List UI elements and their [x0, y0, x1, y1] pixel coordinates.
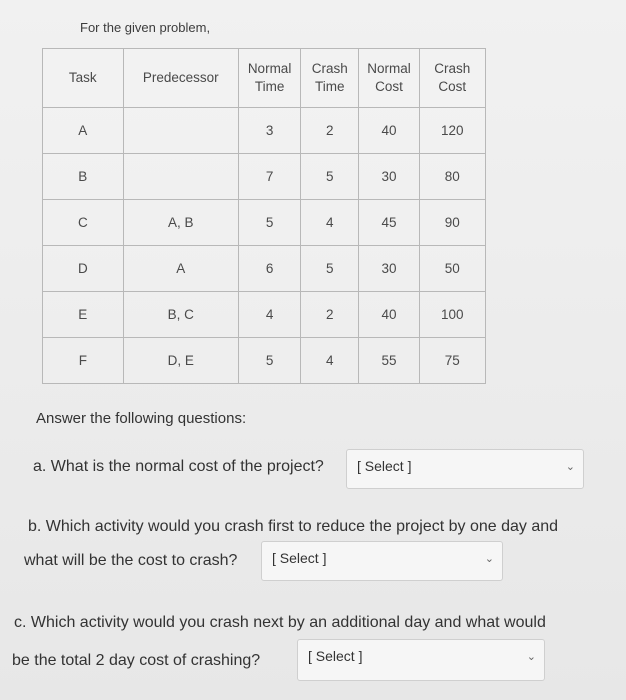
- cell-normal-time: 4: [238, 292, 300, 338]
- project-table: [42, 48, 486, 384]
- cell-crash-time: 4: [301, 200, 359, 246]
- header-normal-cost-2: Cost: [375, 79, 403, 94]
- question-a-text: a. What is the normal cost of the project?: [33, 458, 324, 475]
- cell-task: E: [43, 292, 124, 338]
- header-predecessor: Predecessor: [123, 49, 238, 108]
- cell-crash-cost: 75: [419, 338, 485, 384]
- question-b-select-value: [ Select ]: [272, 550, 327, 566]
- header-normal-time-2: Time: [254, 79, 285, 94]
- chevron-down-icon: ⌄: [565, 461, 575, 473]
- question-c-line1: c. Which activity would you crash next by an additional day and what would: [14, 614, 546, 631]
- chevron-down-icon: ⌄: [526, 651, 536, 663]
- cell-crash-time: 4: [301, 338, 359, 384]
- cell-task: D: [43, 246, 124, 292]
- cell-crash-time: 5: [301, 154, 359, 200]
- cell-crash-cost: 80: [419, 154, 485, 200]
- cell-predecessor: A, B: [123, 200, 238, 246]
- cell-task: B: [43, 154, 124, 200]
- header-normal-time: [238, 49, 300, 108]
- question-b-line2: what will be the cost to crash?: [24, 552, 238, 569]
- cell-crash-time: 2: [301, 292, 359, 338]
- cell-crash-cost: 90: [419, 200, 485, 246]
- cell-task: A: [43, 108, 124, 154]
- cell-normal-cost: 55: [359, 338, 419, 384]
- cell-normal-time: 5: [238, 200, 300, 246]
- header-task: Task: [43, 49, 124, 108]
- cell-predecessor: D, E: [123, 338, 238, 384]
- cell-predecessor: [123, 108, 238, 154]
- cell-normal-time: 5: [238, 338, 300, 384]
- question-c-select[interactable]: [297, 639, 545, 681]
- header-crash-time-2: Time: [315, 79, 345, 94]
- answer-heading: Answer the following questions:: [36, 410, 247, 427]
- header-crash-cost-1: Crash: [434, 61, 471, 76]
- cell-crash-cost: 100: [419, 292, 485, 338]
- cell-predecessor: A: [123, 246, 238, 292]
- question-b-line1: b. Which activity would you crash first to reduce the project by one day and: [28, 518, 559, 535]
- table-row: [43, 200, 486, 246]
- header-normal-cost: [359, 49, 419, 108]
- chevron-down-icon: ⌄: [484, 553, 494, 565]
- cell-crash-cost: 120: [419, 108, 485, 154]
- cell-task: F: [43, 338, 124, 384]
- question-a-select[interactable]: [346, 449, 584, 489]
- question-c-select-value: [ Select ]: [308, 648, 363, 664]
- cell-crash-cost: 50: [419, 246, 485, 292]
- table-row: [43, 246, 486, 292]
- cell-normal-time: 6: [238, 246, 300, 292]
- table-row: [43, 108, 486, 154]
- header-normal-time-1: Normal: [247, 61, 292, 76]
- table-header-row: [43, 49, 486, 108]
- table-row: [43, 338, 486, 384]
- header-crash-cost: [419, 49, 485, 108]
- cell-normal-cost: 40: [359, 292, 419, 338]
- table-row: [43, 292, 486, 338]
- header-normal-cost-1: Normal: [367, 61, 411, 76]
- table-row: [43, 154, 486, 200]
- intro-text: For the given problem,: [80, 20, 211, 35]
- question-b-select[interactable]: [261, 541, 503, 581]
- question-a-select-value: [ Select ]: [357, 458, 412, 474]
- cell-normal-time: 7: [238, 154, 300, 200]
- header-crash-time: [301, 49, 359, 108]
- header-crash-time-1: Crash: [311, 61, 348, 76]
- cell-crash-time: 2: [301, 108, 359, 154]
- cell-predecessor: B, C: [123, 292, 238, 338]
- cell-task: C: [43, 200, 124, 246]
- cell-normal-cost: 30: [359, 246, 419, 292]
- question-c-line2: be the total 2 day cost of crashing?: [12, 652, 261, 669]
- cell-predecessor: [123, 154, 238, 200]
- cell-normal-time: 3: [238, 108, 300, 154]
- cell-normal-cost: 45: [359, 200, 419, 246]
- cell-crash-time: 5: [301, 246, 359, 292]
- cell-normal-cost: 40: [359, 108, 419, 154]
- header-crash-cost-2: Cost: [438, 79, 467, 94]
- cell-normal-cost: 30: [359, 154, 419, 200]
